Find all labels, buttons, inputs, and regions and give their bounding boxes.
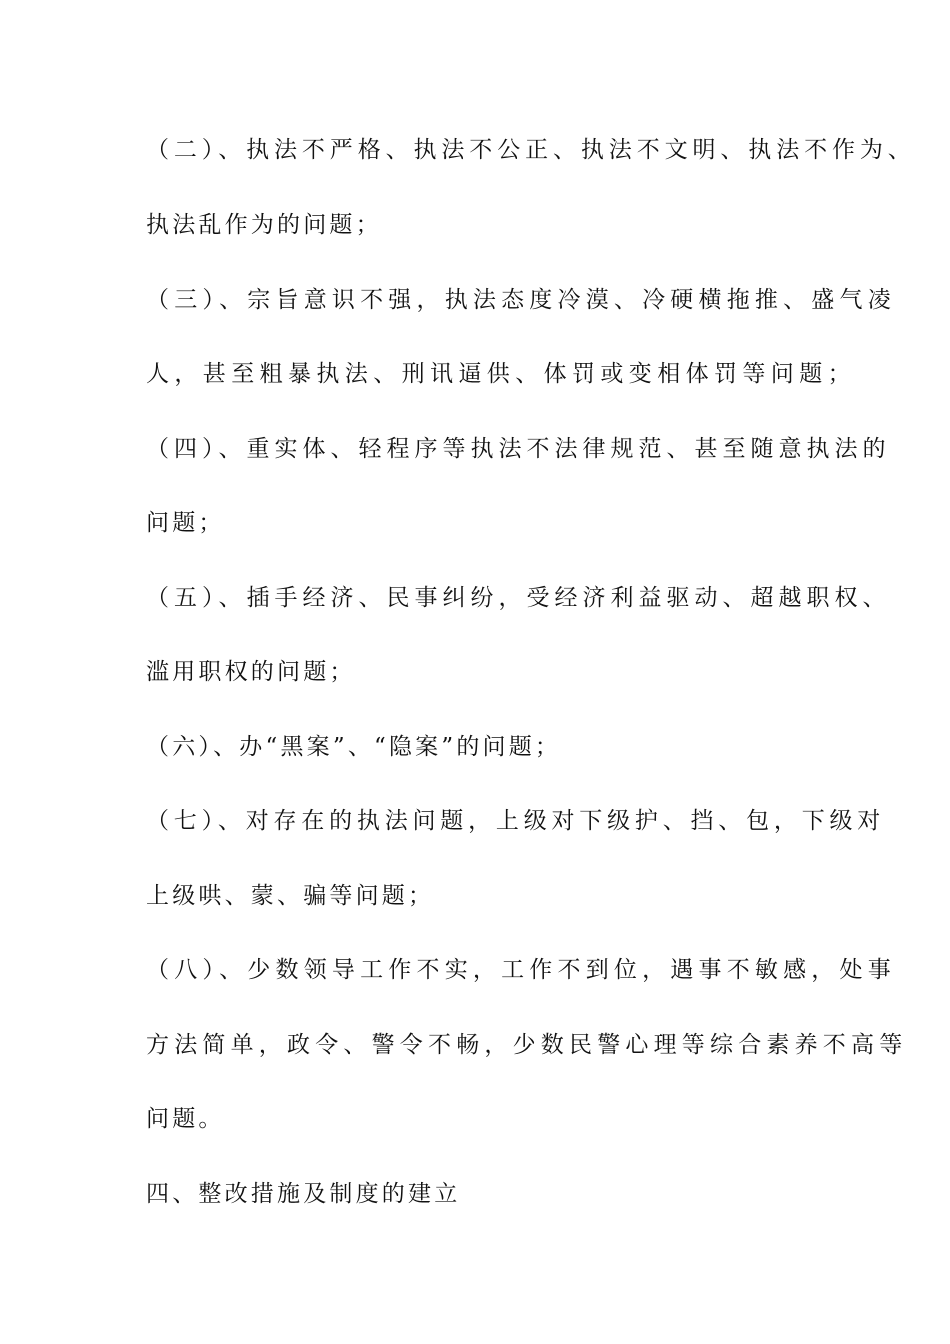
text-line-item-2: （二）、执法不严格、执法不公正、执法不文明、执法不作为、 — [146, 137, 916, 163]
text-line-item-3-cont: 人，甚至粗暴执法、刑讯逼供、体罚或变相体罚等问题； — [146, 361, 856, 387]
text-line-item-7-cont: 上级哄、蒙、骗等问题； — [146, 883, 435, 909]
text-line-item-8-end: 问题。 — [146, 1106, 225, 1132]
text-line-item-4: （四）、重实体、轻程序等执法不法律规范、甚至随意执法的 — [146, 436, 891, 462]
section-heading: 四、整改措施及制度的建立 — [146, 1181, 461, 1207]
text-line-item-8: （八）、少数领导工作不实，工作不到位，遇事不敏感，处事 — [146, 957, 896, 983]
text-line-item-7: （七）、对存在的执法问题，上级对下级护、挡、包，下级对 — [146, 808, 886, 834]
text-line-item-6: （六）、办“黑案”、“隐案”的问题； — [146, 734, 562, 760]
text-line-item-5: （五）、插手经济、民事纠纷，受经济利益驱动、超越职权、 — [146, 585, 891, 611]
text-line-item-3: （三）、宗旨意识不强，执法态度冷漠、冷硬横拖推、盛气凌 — [146, 287, 896, 313]
text-line-item-8-cont: 方法简单，政令、警令不畅，少数民警心理等综合素养不高等 — [146, 1032, 908, 1058]
text-line-item-5-cont: 滥用职权的问题； — [146, 659, 356, 685]
text-line-item-4-cont: 问题； — [146, 510, 225, 536]
text-line-item-2-cont: 执法乱作为的问题； — [146, 212, 382, 238]
